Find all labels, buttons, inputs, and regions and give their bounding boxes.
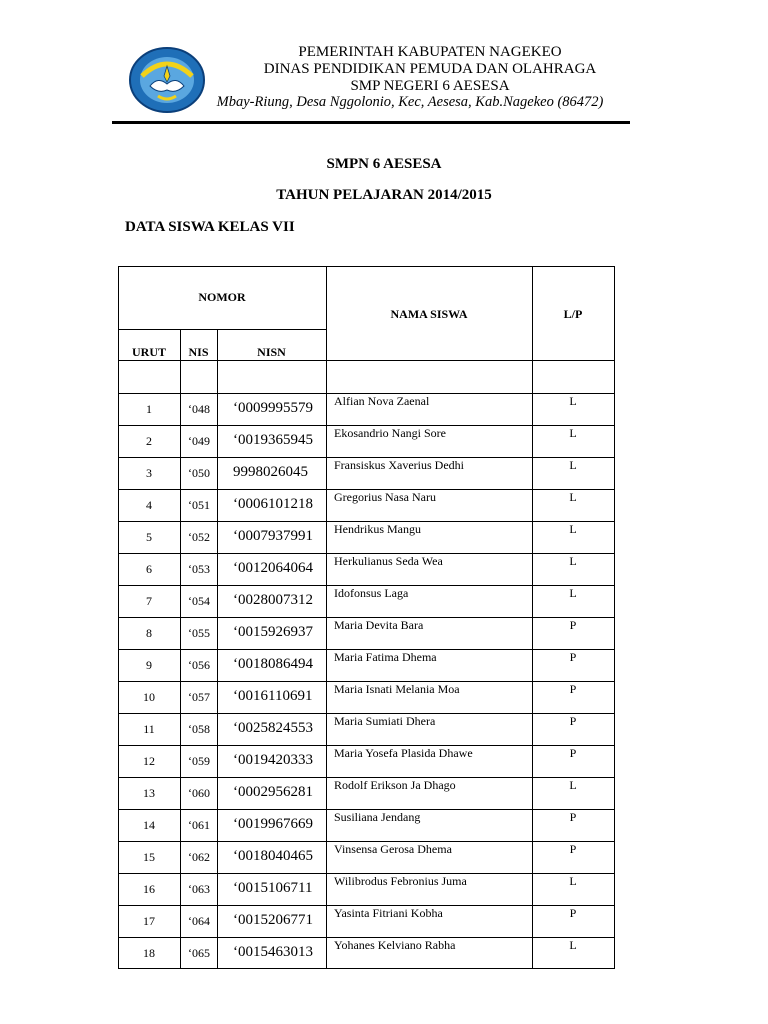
header-nomor: NOMOR: [198, 290, 246, 304]
row-urut: 7: [146, 594, 152, 608]
row-urut: 13: [143, 786, 155, 800]
row-urut: 16: [143, 882, 155, 896]
row-urut: 4: [146, 498, 152, 512]
row-nisn: ‘0025824553: [233, 720, 313, 736]
row-urut: 17: [143, 914, 155, 928]
row-nama-siswa: Maria Devita Bara: [334, 618, 424, 632]
row-nis: ‘052: [188, 530, 210, 544]
row-lp: L: [569, 586, 577, 600]
row-nisn: ‘0019420333: [233, 752, 313, 768]
row-lp: L: [569, 426, 577, 440]
row-nisn: ‘0015206771: [233, 912, 313, 928]
table-nomor-subdivider: [118, 329, 326, 330]
row-lp: P: [569, 810, 577, 824]
row-nis: ‘059: [188, 754, 210, 768]
row-nama-siswa: Idofonsus Laga: [334, 586, 409, 600]
row-urut: 11: [143, 722, 155, 736]
row-urut: 3: [146, 466, 152, 480]
header-urut: URUT: [131, 345, 166, 359]
row-nis: ‘064: [188, 914, 210, 928]
letterhead-school: SMP NEGERI 6 AESESA: [350, 78, 510, 94]
row-urut: 12: [143, 754, 155, 768]
row-nama-siswa: Susiliana Jendang: [334, 810, 421, 824]
row-nis: ‘054: [188, 594, 210, 608]
row-nis: ‘061: [188, 818, 210, 832]
row-nis: ‘050: [188, 466, 210, 480]
row-nisn: ‘0015106711: [233, 880, 313, 896]
row-urut: 9: [146, 658, 152, 672]
row-nis: ‘048: [188, 402, 210, 416]
header-lp: L/P: [563, 307, 583, 321]
row-nisn: ‘0016110691: [233, 688, 313, 704]
row-lp: L: [569, 874, 577, 888]
row-urut: 1: [146, 402, 152, 416]
row-nama-siswa: Rodolf Erikson Ja Dhago: [334, 778, 456, 792]
row-nis: ‘057: [188, 690, 210, 704]
letterhead-divider: [112, 121, 630, 124]
header-nama-siswa: NAMA SISWA: [390, 307, 468, 321]
row-nisn: ‘0006101218: [233, 496, 313, 512]
row-urut: 14: [143, 818, 155, 832]
row-lp: P: [569, 842, 577, 856]
row-nisn: ‘0002956281: [233, 784, 313, 800]
row-lp: L: [569, 490, 577, 504]
row-nisn: ‘0019365945: [233, 432, 313, 448]
row-lp: L: [569, 394, 577, 408]
row-lp: P: [569, 682, 577, 696]
row-nama-siswa: Yohanes Kelviano Rabha: [334, 938, 456, 952]
row-urut: 10: [143, 690, 155, 704]
row-nis: ‘053: [188, 562, 210, 576]
row-urut: 2: [146, 434, 152, 448]
row-nis: ‘065: [188, 946, 210, 960]
student-table: [118, 266, 615, 969]
row-nama-siswa: Wilibrodus Febronius Juma: [334, 874, 467, 888]
row-nama-siswa: Fransiskus Xaverius Dedhi: [334, 458, 464, 472]
row-nis: ‘062: [188, 850, 210, 864]
row-nama-siswa: Maria Isnati Melania Moa: [334, 682, 460, 696]
row-nama-siswa: Maria Sumiati Dhera: [334, 714, 436, 728]
row-nisn: ‘0028007312: [233, 592, 313, 608]
row-urut: 5: [146, 530, 152, 544]
row-urut: 18: [143, 946, 155, 960]
row-lp: P: [569, 906, 577, 920]
row-lp: L: [569, 778, 577, 792]
row-lp: L: [569, 554, 577, 568]
row-nama-siswa: Vinsensa Gerosa Dhema: [334, 842, 452, 856]
row-nis: ‘063: [188, 882, 210, 896]
row-nama-siswa: Ekosandrio Nangi Sore: [334, 426, 446, 440]
letterhead-address: Mbay-Riung, Desa Nggolonio, Kec, Aesesa, Kab.Nagekeo (86472): [216, 94, 604, 110]
row-nama-siswa: Alfian Nova Zaenal: [334, 394, 430, 408]
row-nis: ‘049: [188, 434, 210, 448]
row-urut: 6: [146, 562, 152, 576]
row-nis: ‘058: [188, 722, 210, 736]
row-lp: P: [569, 714, 577, 728]
document-school-title: SMPN 6 AESESA: [326, 156, 442, 172]
row-nis: ‘055: [188, 626, 210, 640]
row-nama-siswa: Maria Yosefa Plasida Dhawe: [334, 746, 473, 760]
row-nisn: ‘0012064064: [233, 560, 313, 576]
row-nisn: ‘0015926937: [233, 624, 313, 640]
row-lp: L: [569, 938, 577, 952]
row-lp: P: [569, 618, 577, 632]
row-nisn: ‘0007937991: [233, 528, 313, 544]
row-nama-siswa: Hendrikus Mangu: [334, 522, 421, 536]
row-nis: ‘056: [188, 658, 210, 672]
table-header-bottom: [118, 360, 615, 361]
row-nis: ‘060: [188, 786, 210, 800]
letterhead-government: PEMERINTAH KABUPATEN NAGEKEO: [298, 44, 562, 60]
document-subtitle: DATA SISWA KELAS VII: [125, 219, 295, 235]
row-nisn: ‘0015463013: [233, 944, 313, 960]
row-nama-siswa: Herkulianus Seda Wea: [334, 554, 443, 568]
letterhead-department: DINAS PENDIDIKAN PEMUDA DAN OLAHRAGA: [263, 61, 597, 77]
row-lp: L: [569, 458, 577, 472]
row-nisn: 9998026045: [233, 464, 308, 480]
row-urut: 8: [146, 626, 152, 640]
row-nama-siswa: Yasinta Fitriani Kobha: [334, 906, 443, 920]
row-nama-siswa: Gregorius Nasa Naru: [334, 490, 436, 504]
document-year-title: TAHUN PELAJARAN 2014/2015: [276, 187, 492, 203]
header-nisn: NISN: [257, 345, 286, 359]
row-nisn: ‘0018040465: [233, 848, 313, 864]
row-lp: P: [569, 650, 577, 664]
table-border-top: [118, 266, 615, 267]
table-border-bottom: [118, 968, 615, 969]
row-nis: ‘051: [188, 498, 210, 512]
header-nis: NIS: [188, 345, 209, 359]
row-nisn: ‘0009995579: [233, 400, 313, 416]
row-lp: L: [569, 522, 577, 536]
row-nisn: ‘0018086494: [233, 656, 313, 672]
row-lp: P: [569, 746, 577, 760]
row-nama-siswa: Maria Fatima Dhema: [334, 650, 437, 664]
row-nisn: ‘0019967669: [233, 816, 313, 832]
row-urut: 15: [143, 850, 155, 864]
